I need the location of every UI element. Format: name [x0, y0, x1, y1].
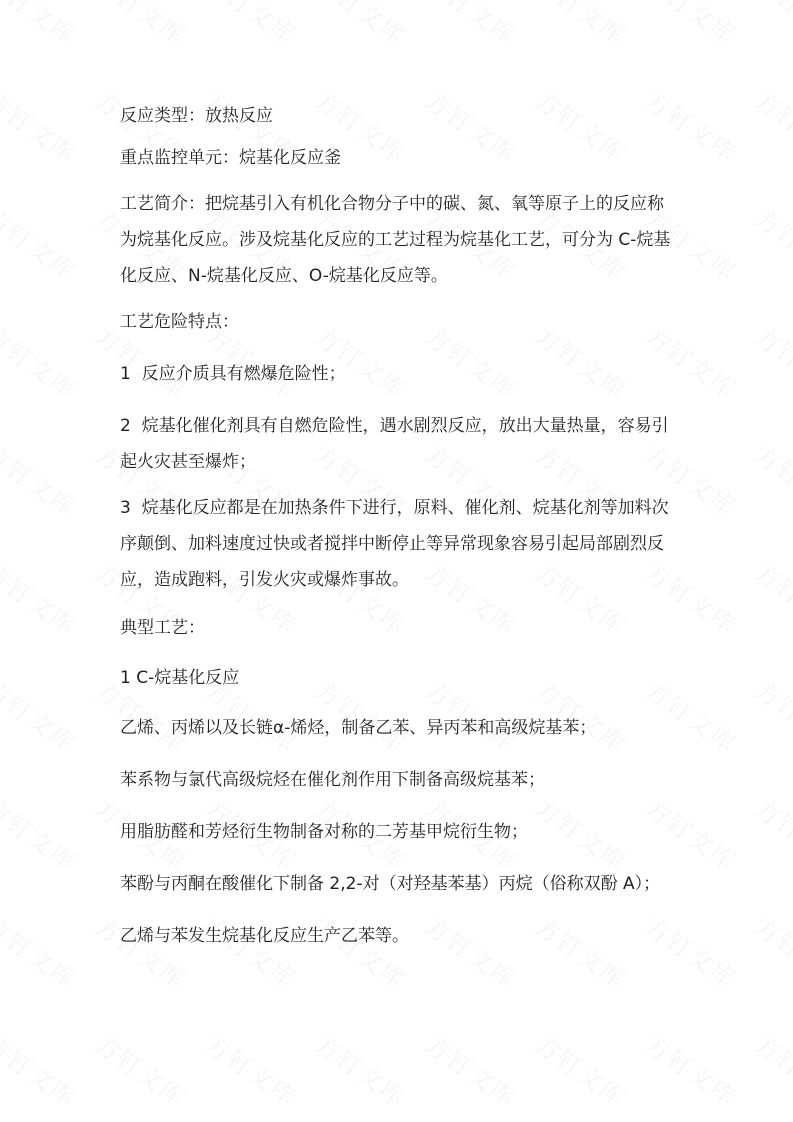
watermark-text: [749, 553, 793, 641]
paragraph-reaction-type: 反应类型：放热反应: [120, 106, 273, 126]
paragraph-monitor-unit: 重点监控单元：烷基化反应釜: [120, 148, 341, 168]
watermark-text: [309, 1025, 414, 1113]
watermark-text: [199, 0, 304, 52]
paragraph-example-1: 乙烯、丙烯以及长链α-烯烃，制备乙苯、异丙苯和高级烷基苯；: [120, 718, 597, 738]
watermark-text: [0, 789, 85, 877]
paragraph-hazard-2: 2 烷基化催化剂具有自燃危险性，遇水剧烈反应，放出大量热量，容易引起火灾甚至爆炸；: [120, 416, 669, 472]
watermark-text: [89, 1025, 194, 1113]
paragraph-example-4: 苯酚与丙酮在酸催化下制备 2,2-对（对羟基苯基）丙烷（俗称双酚 A）；: [120, 874, 661, 894]
document-body: [120, 98, 680, 954]
watermark-text: [639, 0, 744, 52]
watermark-text: [749, 81, 793, 169]
paragraph-hazard-3: 3 烷基化反应都是在加热条件下进行，原料、催化剂、烷基化剂等加料次序颠倒、加料速度过快或者搅拌中断停止等异常现象容易引起局部剧烈反应，造成跑料，引发火灾或爆炸事故。: [120, 498, 669, 590]
paragraph-example-2: 苯系物与氯代高级烷烃在催化剂作用下制备高级烷基苯；: [120, 770, 545, 790]
paragraph-hazard-heading: 工艺危险特点：: [120, 312, 239, 332]
watermark-text: [749, 317, 793, 405]
watermark-text: [749, 907, 793, 995]
watermark-text: [529, 0, 634, 52]
watermark-text: [0, 435, 85, 523]
watermark-text: [749, 1025, 793, 1113]
paragraph-example-3: 用脂肪醛和芳烃衍生物制备对称的二芳基甲烷衍生物；: [120, 822, 528, 842]
watermark-text: [419, 0, 524, 52]
watermark-text: [89, 0, 194, 52]
paragraph-hazard-1: 1 反应介质具有燃爆危险性；: [120, 364, 346, 384]
watermark-text: [639, 1025, 744, 1113]
watermark-text: [419, 1025, 524, 1113]
watermark-text: [0, 907, 85, 995]
watermark-text: [0, 0, 85, 52]
watermark-text: [0, 553, 85, 641]
watermark-text: [309, 0, 414, 52]
watermark-text: [0, 81, 85, 169]
watermark-text: [0, 317, 85, 405]
watermark-text: [749, 0, 793, 52]
watermark-text: [749, 199, 793, 287]
paragraph-example-5: 乙烯与苯发生烷基化反应生产乙苯等。: [120, 926, 409, 946]
watermark-text: [749, 789, 793, 877]
watermark-text: [0, 671, 85, 759]
paragraph-typical-heading: 典型工艺：: [120, 618, 205, 638]
watermark-text: [0, 1025, 85, 1113]
watermark-text: [749, 435, 793, 523]
watermark-text: [529, 1025, 634, 1113]
watermark-text: [199, 1025, 304, 1113]
paragraph-c-alkylation: 1 C-烷基化反应: [120, 668, 240, 688]
paragraph-process-intro: 工艺简介：把烷基引入有机化合物分子中的碳、氮、氧等原子上的反应称为烷基化反应。涉及烷基化反应的工艺过程为烷基化工艺，可分为 C-烷基化反应、N-烷基化反应、O-烷基化反应等。: [120, 194, 671, 286]
watermark-text: [749, 671, 793, 759]
watermark-text: [0, 199, 85, 287]
